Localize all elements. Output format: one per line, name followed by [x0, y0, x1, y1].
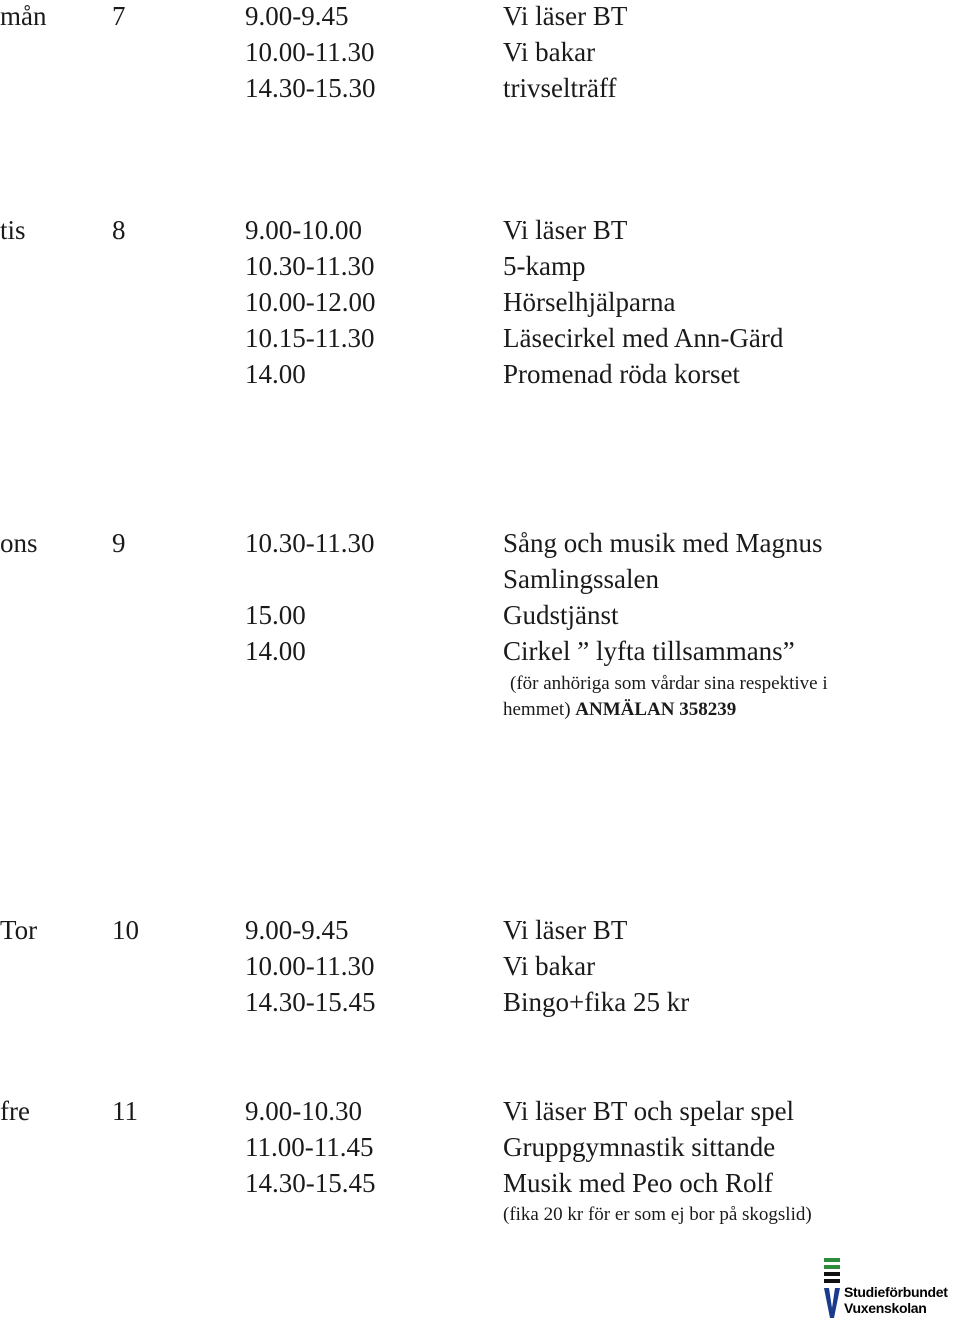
time-label: 11.00-11.45	[245, 1132, 374, 1162]
signup-phone: ANMÄLAN 358239	[575, 699, 737, 720]
day-label: tis	[0, 215, 26, 245]
time-label: 14.30-15.30	[245, 73, 376, 103]
date-label: 10	[112, 915, 139, 945]
activity-label: Cirkel ” lyfta tillsammans”	[503, 636, 795, 666]
date-label: 7	[112, 1, 126, 31]
time-label: 9.00-9.45	[245, 915, 349, 945]
time-label: 14.00	[245, 359, 306, 389]
time-label: 15.00	[245, 600, 306, 630]
activity-label: Gruppgymnastik sittande	[503, 1132, 776, 1162]
activity-label: Vi bakar	[503, 37, 596, 67]
time-label: 14.00	[245, 636, 306, 666]
activity-label: Vi läser BT	[503, 215, 628, 245]
activity-label: Vi bakar	[503, 951, 596, 981]
logo-line2: Vuxenskolan	[844, 1300, 927, 1316]
note-label	[503, 697, 736, 723]
time-label: 10.30-11.30	[245, 528, 375, 558]
activity-label: Vi läser BT	[503, 1, 628, 31]
note-text: hemmet)	[503, 699, 571, 720]
activity-label: Vi läser BT	[503, 915, 628, 945]
activity-label: trivselträff	[503, 73, 617, 103]
activity-label: Musik med Peo och Rolf	[503, 1168, 773, 1198]
time-label: 14.30-15.45	[245, 1168, 376, 1198]
time-label: 10.00-11.30	[245, 951, 375, 981]
note-label: (fika 20 kr för er som ej bor på skogslid)	[503, 1204, 812, 1225]
time-label: 9.00-10.30	[245, 1096, 362, 1126]
note-label: (för anhöriga som vårdar sina respektive i	[510, 673, 828, 694]
day-label: mån	[0, 1, 47, 31]
activity-label: Vi läser BT och spelar spel	[503, 1096, 795, 1126]
date-label: 8	[112, 215, 126, 245]
activity-label: Bingo+fika 25 kr	[503, 987, 690, 1017]
logo-mark-icon	[822, 1256, 844, 1320]
studieforbundet-logo	[822, 1256, 956, 1320]
day-label: ons	[0, 528, 38, 558]
activity-label: Sång och musik med Magnus	[503, 528, 823, 558]
time-label: 14.30-15.45	[245, 987, 376, 1017]
time-label: 10.00-11.30	[245, 37, 375, 67]
date-label: 9	[112, 528, 126, 558]
date-label: 11	[112, 1096, 138, 1126]
activity-label: Hörselhjälparna	[503, 287, 676, 317]
activity-label: Läsecirkel med Ann-Gärd	[503, 323, 784, 353]
activity-label: Samlingssalen	[503, 564, 659, 594]
activity-label: Promenad röda korset	[503, 359, 740, 389]
day-label: Tor	[0, 915, 38, 945]
logo-line1: Studieförbundet	[844, 1284, 948, 1300]
activity-label: Gudstjänst	[503, 600, 619, 630]
time-label: 9.00-9.45	[245, 1, 349, 31]
time-label: 10.15-11.30	[245, 323, 375, 353]
time-label: 10.30-11.30	[245, 251, 375, 281]
activity-label: 5-kamp	[503, 251, 586, 281]
time-label: 10.00-12.00	[245, 287, 376, 317]
day-label: fre	[0, 1096, 30, 1126]
time-label: 9.00-10.00	[245, 215, 362, 245]
